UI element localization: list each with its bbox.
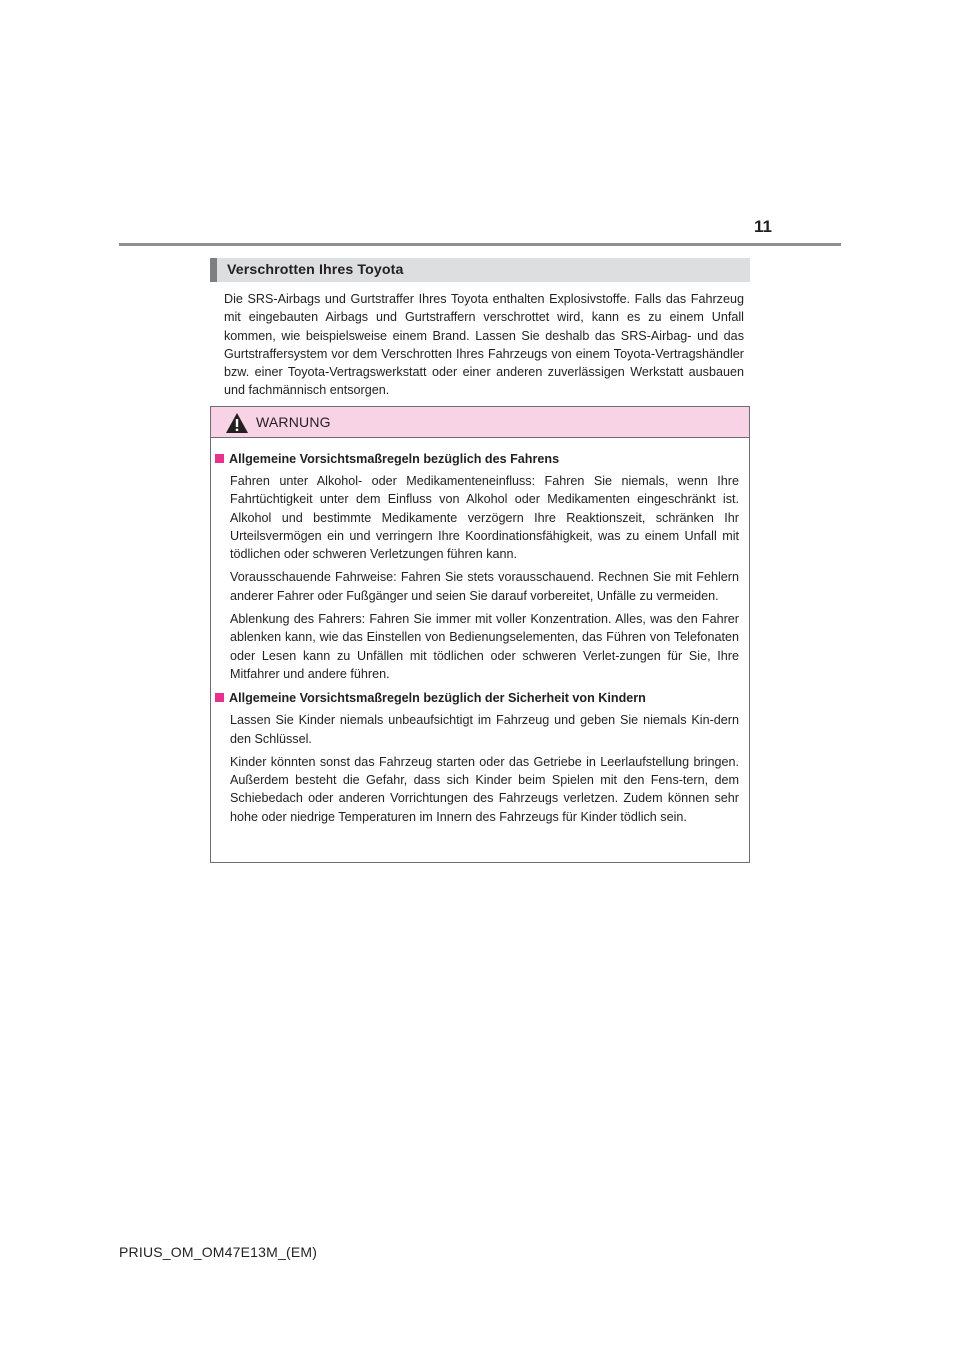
header-rule: [119, 243, 841, 246]
item-heading: [215, 450, 739, 468]
item-paragraph: Fahren unter Alkohol- oder Medikamenteneinfluss: Fahren Sie niemals, wenn Ihre Fahrtüchtigkeit unter dem Einfluss von Alkohol oder Medikamenten eingeschränkt ist. Alkohol und bestimmte Medikamente verzögern Ihre Reaktionszeit, schränken Ihr Urteilsvermögen ein und verringern Ihre Koordinationsfähigkeit, was zu einem Unfall mit tödlichen oder schweren Verletzungen führen kann.: [230, 474, 739, 562]
intro-paragraph: Die SRS-Airbags und Gurtstraffer Ihres Toyota enthalten Explosivstoffe. Falls das Fahrzeug mit eingebauten Airbags und Gurtstraffern verschrottet wird, kann es zu einem Unfall kommen, wie beispielsweise einem Brand. Lassen Sie deshalb das SRS-Airbag- und das Gurtstraffersystem vor dem Verschrotten Ihres Fahrzeugs von einem Toyota-Vertragshändler bzw. einer Toyota-Vertragswerkstatt oder einer anderen zuverlässigen Werkstatt ausbauen und fachmännisch entsorgen.: [224, 292, 744, 398]
warning-title: WARNUNG: [256, 414, 331, 430]
item-paragraph: Kinder könnten sonst das Fahrzeug starten oder das Getriebe in Leerlaufstellung bringen. Außerdem besteht die Gefahr, dass sich Kinder beim Spielen mit den Fens-tern, dem Schiebedach oder anderen Vorrichtungen des Fahrzeugs verletzen. Zudem können sehr hohe oder niedrige Temperaturen im Innern des Fahrzeugs für Kinder tödlich sein.: [230, 754, 739, 824]
warning-header: [211, 407, 749, 438]
warning-item-children: [215, 689, 739, 826]
bullet-square: [215, 693, 224, 702]
footer-code: PRIUS_OM_OM47E13M_(EM): [119, 1244, 318, 1260]
item-paragraph: Ablenkung des Fahrers: Fahren Sie immer mit voller Konzentration. Alles, was den Fahrer ablenken kann, wie das Einstellen von Bedienungselementen, das Führen von Telefonaten oder Lesen kann zu Unfällen mit tödlichen oder schweren Verlet-zungen für Sie, Ihre Mitfahrer und andere führen.: [230, 612, 739, 681]
page-number: 11: [754, 217, 772, 236]
item-paragraph: Lassen Sie Kinder niemals unbeaufsichtigt im Fahrzeug und geben Sie niemals Kin-dern den Schlüssel.: [230, 713, 739, 746]
item-heading-text: Allgemeine Vorsichtsmaßregeln bezüglich des Fahrens: [229, 452, 560, 466]
bullet-square: [215, 454, 224, 463]
section-heading: Verschrotten Ihres Toyota: [210, 258, 750, 282]
warning-triangle-icon: [225, 412, 249, 434]
item-heading-text: Allgemeine Vorsichtsmaßregeln bezüglich der Sicherheit von Kindern: [229, 691, 646, 706]
item-heading: [215, 689, 739, 707]
item-paragraph: Vorausschauende Fahrweise: Fahren Sie stets vorausschauend. Rechnen Sie mit Fehlern anderer Fahrer oder Fußgänger und seien Sie darauf vorbereitet, Unfälle zu vermeiden.: [230, 570, 739, 603]
warning-item-driving: [215, 450, 739, 683]
warning-box: [210, 406, 750, 863]
warning-body: [211, 438, 749, 826]
